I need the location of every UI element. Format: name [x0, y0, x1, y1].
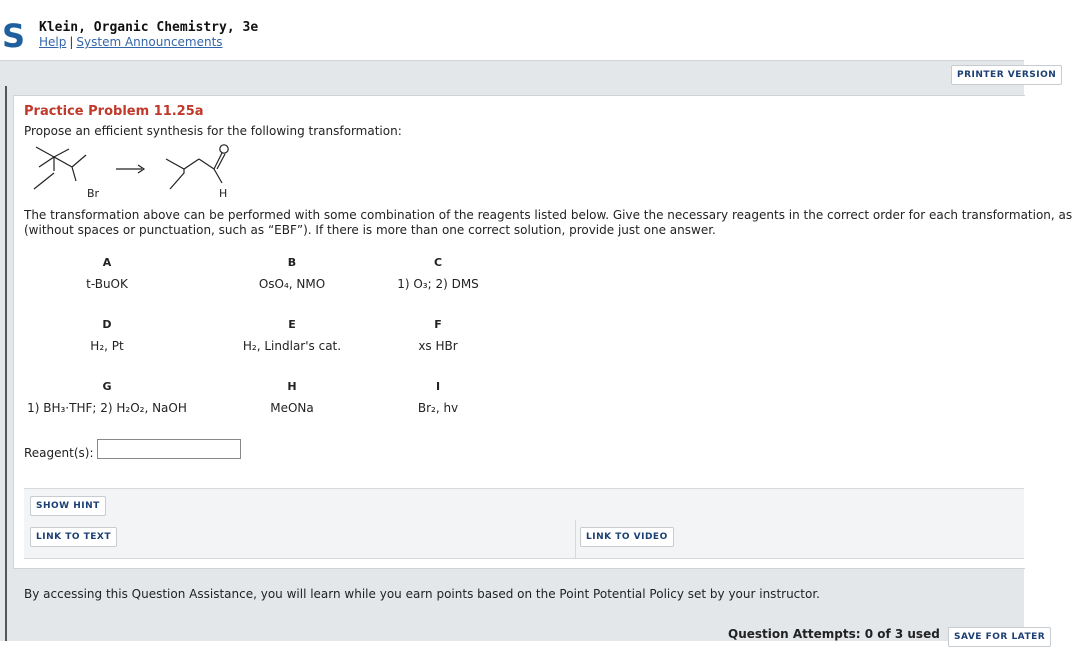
reagent-option — [348, 318, 528, 353]
hydrogen-label: H — [219, 187, 228, 200]
printer-version-button[interactable]: PRINTER VERSION — [951, 65, 1062, 85]
save-for-later-button[interactable]: SAVE FOR LATER — [948, 627, 1051, 647]
description-line-2: (without spaces or punctuation, such as “EBF”). If there is more than one correct solution, provide just one answer. — [24, 223, 716, 237]
reagent-letter: I — [435, 380, 441, 393]
reactant-bond-top — [36, 147, 69, 157]
aldehyde-bond — [214, 169, 222, 183]
reagent-option — [348, 380, 528, 415]
help-link[interactable]: Help — [39, 35, 67, 49]
question-attempts: Question Attempts: 0 of 3 used — [728, 627, 940, 641]
course-title: Klein, Organic Chemistry, 3e — [39, 20, 259, 35]
reagent-option — [17, 256, 197, 291]
header-links — [39, 35, 223, 49]
problem-title: Practice Problem 11.25a — [24, 104, 204, 119]
reagent-name: 1) O₃; 2) DMS — [397, 277, 479, 291]
reactant-bond-low — [34, 173, 54, 189]
bromine-label: Br — [87, 187, 100, 200]
header — [0, 0, 1024, 60]
reagent-option — [17, 318, 197, 353]
reagents-input[interactable] — [97, 439, 241, 459]
reagent-letter: F — [434, 318, 442, 331]
reagent-option — [348, 256, 528, 291]
assistance-notice: By accessing this Question Assistance, you will learn while you earn points based on the Point Potential Policy set by your instructor. — [24, 587, 820, 601]
reagent-letter: E — [288, 318, 296, 331]
reagent-name: H₂, Pt — [90, 339, 124, 353]
product-bond-top — [166, 159, 199, 169]
description-line-1: The transformation above can be performed with some combination of the reagents listed below. Give the necessary reagents in the correct order for each transformation, as — [24, 208, 1072, 222]
reagent-letter: H — [287, 380, 297, 393]
reagent-name: t-BuOK — [86, 277, 128, 291]
show-hint-button[interactable]: SHOW HINT — [30, 496, 106, 516]
hint-row — [24, 488, 1024, 521]
problem-prompt: Propose an efficient synthesis for the following transformation: — [24, 124, 402, 138]
problem-description — [24, 208, 1072, 238]
left-rule — [5, 86, 7, 641]
link-separator: | — [69, 35, 74, 49]
reagent-option — [17, 380, 197, 415]
reagent-letter: A — [102, 256, 112, 269]
reagent-letter: D — [102, 318, 112, 331]
reagent-letter: B — [287, 256, 297, 269]
reagent-letter: G — [102, 380, 112, 393]
reagents-label: Reagent(s): — [24, 446, 94, 460]
reaction-scheme — [24, 141, 254, 201]
reactant-bond-mid — [39, 157, 72, 167]
logo: S — [2, 17, 26, 55]
link-to-text-button[interactable]: LINK TO TEXT — [30, 527, 117, 547]
carbonyl-oxygen — [220, 145, 228, 153]
toolbar — [0, 60, 1024, 87]
links-row — [24, 520, 1024, 559]
reagent-name: MeONa — [270, 401, 314, 415]
reagent-name: H₂, Lindlar's cat. — [242, 339, 342, 353]
system-announcements-link[interactable]: System Announcements — [76, 35, 223, 49]
reactant-bond-branch — [54, 155, 86, 181]
reagent-name: 1) BH₃·THF; 2) H₂O₂, NaOH — [27, 401, 187, 415]
links-divider — [575, 520, 576, 558]
carbonyl-double-bond — [214, 153, 225, 169]
link-to-video-button[interactable]: LINK TO VIDEO — [580, 527, 674, 547]
reagent-letter: C — [433, 256, 443, 269]
reagent-name: OsO₄, NMO — [258, 277, 326, 291]
reagent-name: Br₂, hv — [417, 401, 459, 415]
reagent-name: xs HBr — [418, 339, 458, 353]
